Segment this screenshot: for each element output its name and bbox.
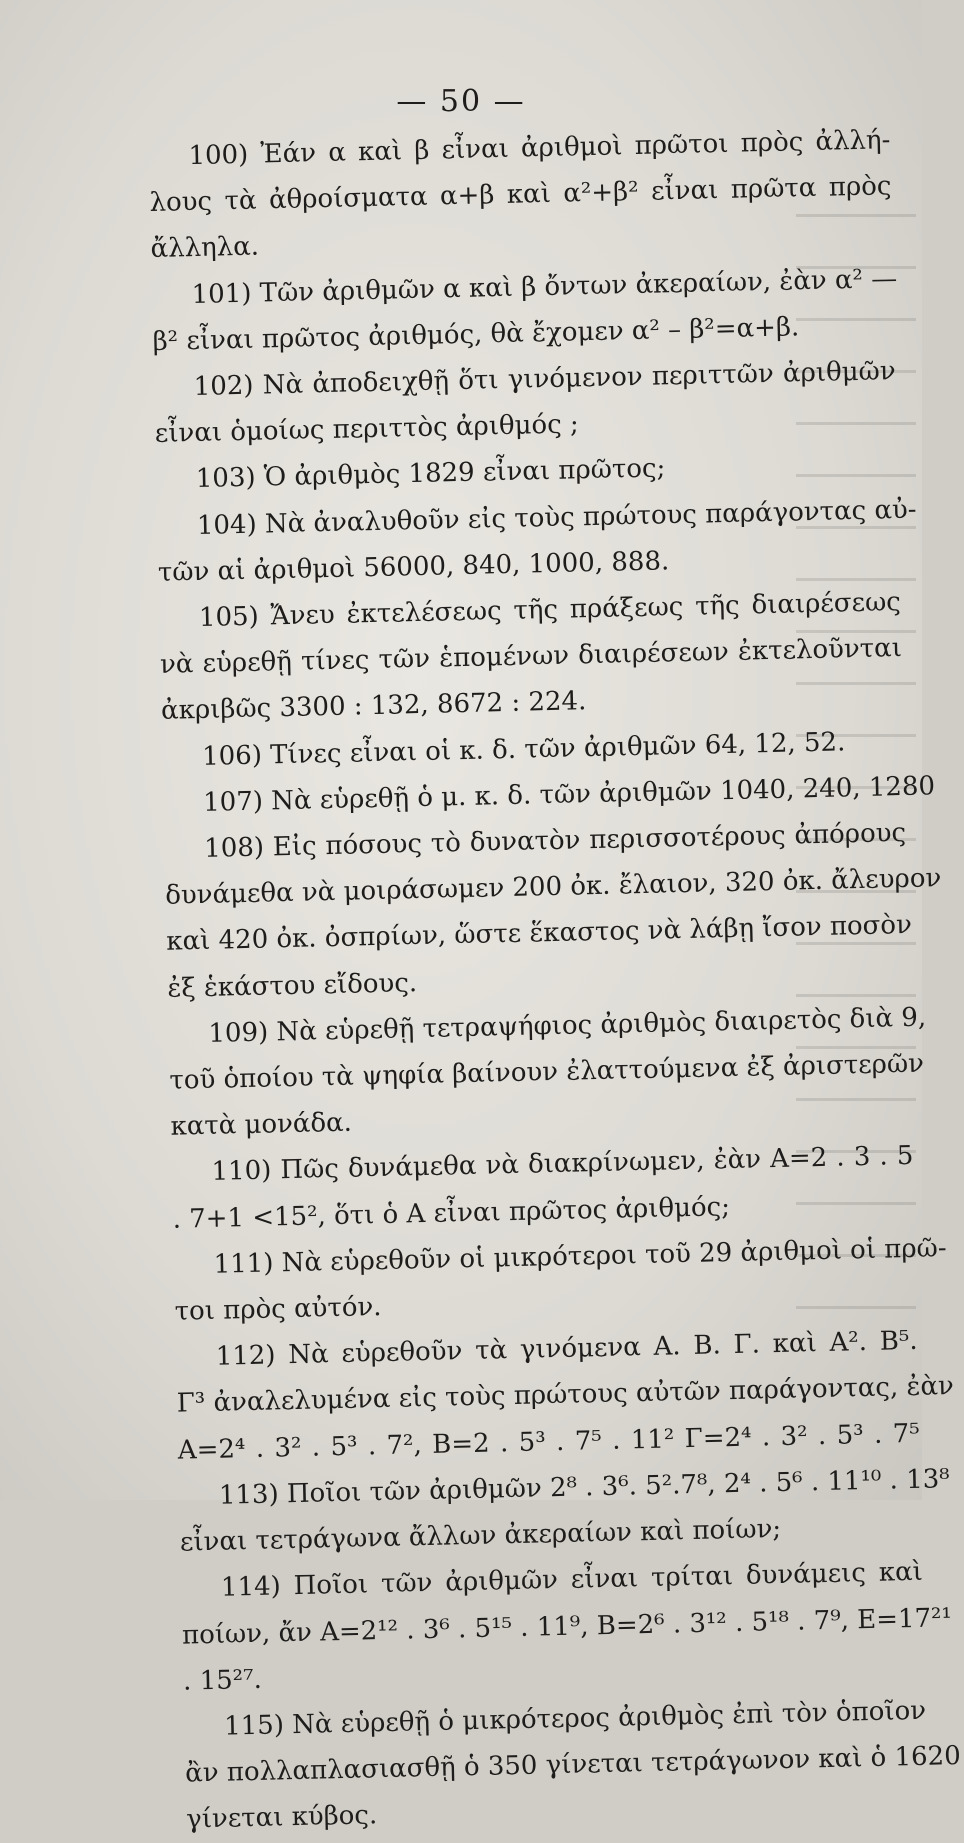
text-line: 110) Πῶς δυνάμεθα νὰ διακρίνωμεν, ἐὰν Α=2 . 3 . 5 (211, 1141, 914, 1188)
text-line: λους τὰ ἀθροίσματα α+β καὶ α²+β² εἶναι πρῶτα πρὸς (149, 171, 892, 219)
text-line: νὰ εὑρεθῇ τίνες τῶν ἑπομένων διαιρέσεων ἐκτελοῦνται (159, 633, 903, 681)
text-line: τοι πρὸς αὐτόν. (174, 1292, 382, 1327)
text-line: ἐξ ἑκάστου εἴδους. (167, 967, 418, 1004)
exercise-list (148, 117, 962, 1843)
text-line: 106) Τίνες εἶναι οἱ κ. δ. τῶν ἀριθμῶν 64, 12, 52. (201, 726, 846, 772)
text-line: 103) Ὁ ἀριθμὸς 1829 εἶναι πρῶτος; (195, 453, 666, 495)
text-line: τῶν αἱ ἀριθμοὶ 56000, 840, 1000, 888. (157, 546, 670, 588)
text-line: κατὰ μονάδα. (170, 1107, 353, 1143)
text-line: 102) Νὰ ἀποδειχθῇ ὅτι γινόμενον περιττῶν ἀριθμῶν (193, 356, 896, 403)
text-line: 112) Νὰ εὑρεθοῦν τὰ γινόμενα Α. Β. Γ. καὶ Α². Β⁵. (215, 1326, 918, 1373)
text-line: ποίων, ἄν Α=2¹² . 3⁶ . 5¹⁵ . 11⁹, Β=2⁶ . 3¹² . 5¹⁸ . 7⁹, Ε=17²¹ (181, 1602, 953, 1651)
text-line: τοῦ ὁποίου τὰ ψηφία βαίνουν ἐλαττούμενα ἐξ ἀριστερῶν (169, 1048, 925, 1096)
text-line: . 7+1 <15², ὅτι ὁ Α εἶναι πρῶτος ἀριθμός; (172, 1191, 731, 1235)
text-line: β² εἶναι πρῶτος ἀριθμός, θὰ ἔχομεν α² – β²=α+β. (152, 312, 800, 357)
text-line: 108) Εἰς πόσους τὸ δυνατὸν περισσοτέρους ἀπόρους (203, 818, 907, 864)
text-line: 109) Νὰ εὑρεθῇ τετραψήφιος ἀριθμὸς διαιρετὸς διὰ 9, (208, 1002, 927, 1049)
text-line: 114) Ποῖοι τῶν ἀριθμῶν εἶναι τρίται δυνάμεις καὶ (220, 1557, 924, 1604)
text-line: ἀκριβῶς 3300 : 132, 8672 : 224. (160, 686, 587, 727)
text-line: καὶ 420 ὀκ. ὀσπρίων, ὥστε ἕκαστος νὰ λάβῃ ἴσον ποσὸν (166, 910, 913, 958)
text-line: 101) Τῶν ἀριθμῶν α καὶ β ὄντων ἀκεραίων, ἐὰν α² — (191, 263, 898, 310)
text-line: . 15²⁷. (182, 1664, 263, 1697)
page-number: — 50 — (396, 84, 526, 119)
text-line: 113) Ποῖοι τῶν ἀριθμῶν 2⁸ . 3⁶. 5².7⁸, 2⁴ . 5⁶ . 11¹⁰ . 13⁸ (218, 1464, 950, 1511)
text-line: 115) Νὰ εὑρεθῇ ὁ μικρότερος ἀριθμὸς ἐπὶ τὸν ὁποῖον (223, 1695, 927, 1742)
text-line: 104) Νὰ ἀναλυθοῦν εἰς τοὺς πρώτους παράγοντας αὐ- (196, 494, 917, 541)
text-line: Γ³ ἀναλελυμένα εἰς τοὺς πρώτους αὐτῶν παράγοντας, ἐὰν (176, 1371, 955, 1420)
text-line: 107) Νὰ εὑρεθῇ ὁ μ. κ. δ. τῶν ἀριθμῶν 1040, 240, 1280 (202, 771, 936, 818)
text-line: 111) Νὰ εὑρεθοῦν οἱ μικρότεροι τοῦ 29 ἀριθμοὶ οἱ πρῶ- (213, 1233, 947, 1280)
text-line: εἶναι τετράγωνα ἄλλων ἀκεραίων καὶ ποίων; (179, 1514, 782, 1558)
text-line: Α=2⁴ . 3² . 5³ . 7², Β=2 . 5³ . 7⁵ . 11² Γ=2⁴ . 3² . 5³ . 7⁵ (177, 1418, 921, 1466)
text-line: εἶναι ὁμοίως περιττὸς ἀριθμός ; (154, 409, 580, 450)
text-line: 105) Ἄνευ ἐκτελέσεως τῆς πράξεως τῆς διαιρέσεως (198, 587, 902, 633)
text-line: ἂν πολλαπλασιασθῇ ὁ 350 γίνεται τετράγωνον καὶ ὁ 1620 (184, 1741, 962, 1789)
text-line: ἄλληλα. (150, 231, 260, 265)
text-line: 100) Ἐάν α καὶ β εἶναι ἀριθμοὶ πρῶτοι πρὸς ἀλλή- (188, 125, 891, 172)
text-line: δυνάμεθα νὰ μοιράσωμεν 200 ὀκ. ἔλαιον, 320 ὀκ. ἄλευρον (164, 863, 942, 912)
text-line: γίνεται κύβος. (185, 1800, 378, 1835)
